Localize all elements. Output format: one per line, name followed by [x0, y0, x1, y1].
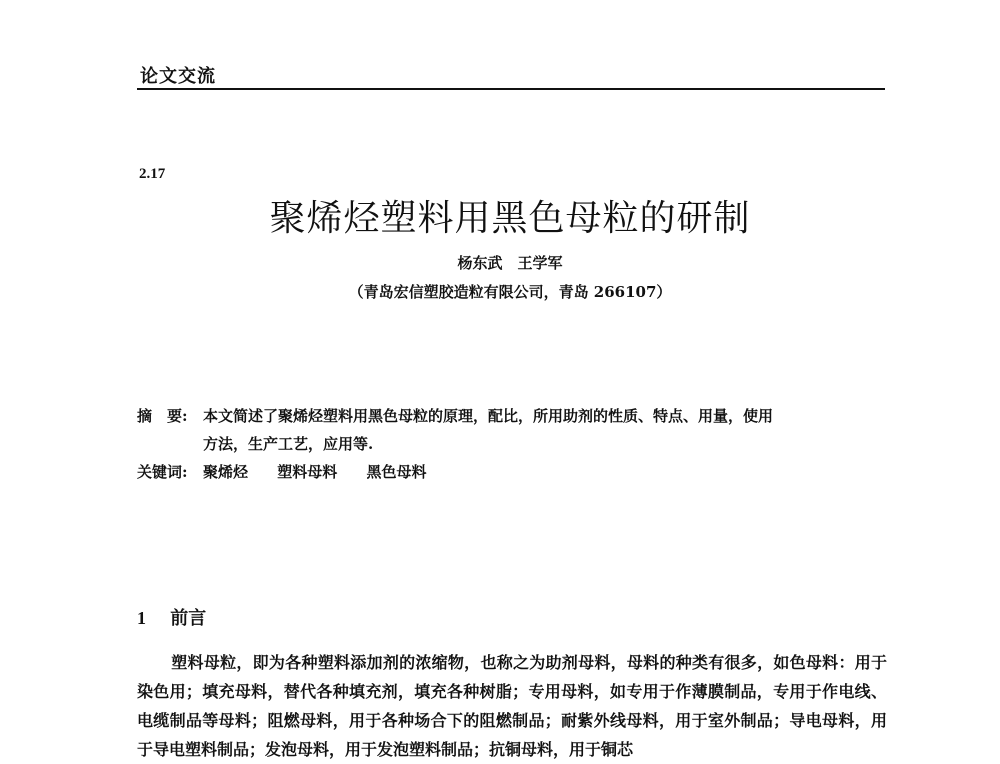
- keyword: 聚烯烃: [203, 463, 249, 481]
- paper-affiliation: （青岛宏信塑胶造粒有限公司，青岛 266107）: [348, 283, 672, 301]
- paragraph-text: 塑料母粒，即为各种塑料添加剂的浓缩物，也称之为助剂母料，母料的种类有很多，如色母料：用于染色用；填充母料，替代各种填充剂，填充各种树脂；专用母料，如专用于作薄膜制品，专用于作电线、电缆制品等母料；阻燃母料，用于各种场合下的阻燃制品；耐紫外线母料，用于室外制品；导电母料，用于导电塑料制品；发泡母料，用于发泡塑料制品；抗铜母料，用于铜芯: [137, 653, 887, 759]
- abstract-block: [137, 402, 887, 486]
- section-number: 1: [137, 608, 146, 628]
- keywords-label: 关键词:: [137, 463, 188, 481]
- abstract-row: [137, 402, 887, 430]
- keyword: 黑色母料: [366, 463, 427, 481]
- abstract-text-line2: 方法，生产工艺，应用等.: [203, 435, 374, 453]
- section-paragraph: [137, 648, 887, 764]
- running-header: 论文交流: [140, 66, 216, 87]
- keywords-row: [137, 458, 887, 486]
- abstract-text-line1: 本文简述了聚烯烃塑料用黑色母粒的原理，配比，所用助剂的性质、特点、用量，使用: [203, 407, 774, 425]
- section-title: 前言: [170, 608, 207, 629]
- keywords-list: [203, 458, 887, 486]
- paper-number: 2.17: [139, 166, 166, 182]
- header-rule: [137, 88, 885, 90]
- paper-authors: 杨东武 王学军: [457, 254, 563, 272]
- keyword: 塑料母料: [277, 463, 338, 481]
- section-heading: [137, 604, 206, 630]
- paper-title: 聚烯烃塑料用黑色母粒的研制: [269, 198, 751, 239]
- abstract-label: 摘 要:: [137, 407, 188, 425]
